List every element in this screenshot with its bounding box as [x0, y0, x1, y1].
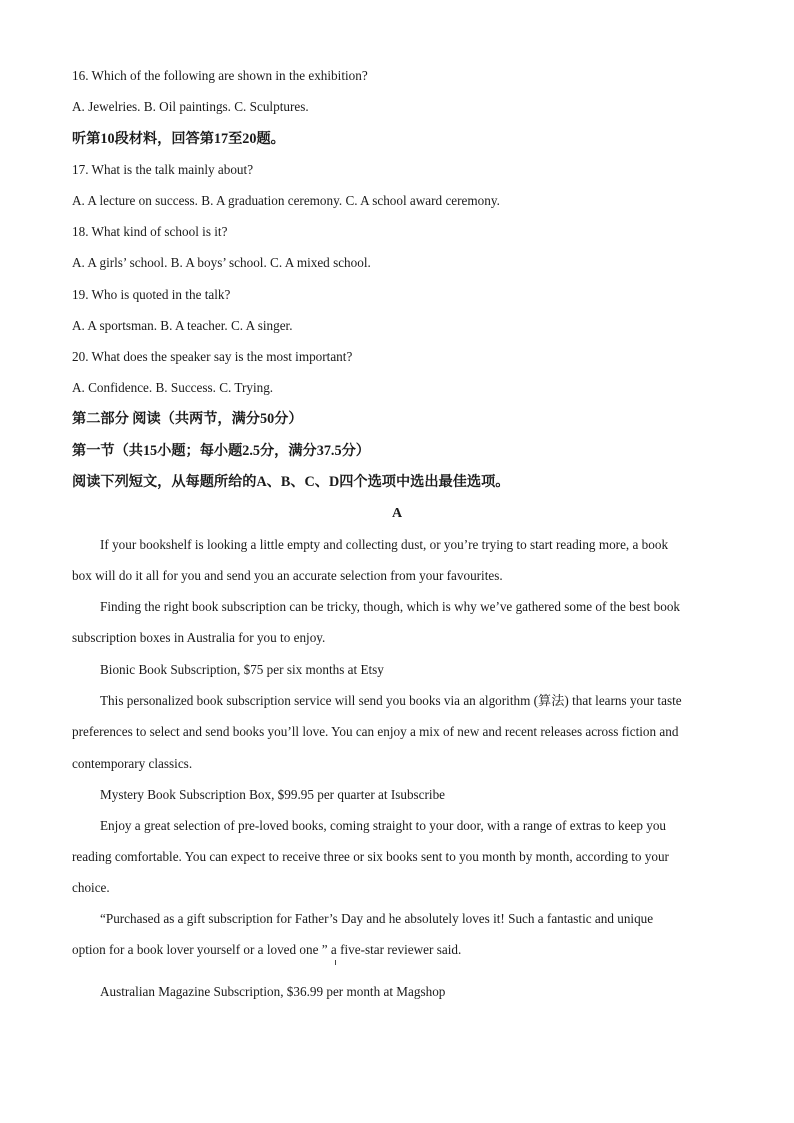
reading-instruction: 阅读下列短文，从每题所给的A、B、C、D四个选项中选出最佳选项。	[72, 474, 510, 490]
paragraph-2-line-2: subscription boxes in Australia for you to enjoy.	[72, 630, 326, 645]
paragraph-2-line-1: Finding the right book subscription can be tricky, though, which is why we’ve gathered some of the best book	[100, 599, 681, 614]
question-18-options: A. A girls’ school. B. A boys’ school. C. A mixed school.	[72, 255, 371, 270]
question-20: 20. What does the speaker say is the most important?	[72, 349, 353, 364]
question-17-options: A. A lecture on success. B. A graduation ceremony. C. A school award ceremony.	[72, 193, 500, 208]
reading-part-heading: 第二部分 阅读（共两节，满分50分）	[72, 411, 303, 427]
passage-letter: A	[391, 506, 403, 521]
question-16-options: A. Jewelries. B. Oil paintings. C. Sculptures.	[72, 99, 309, 114]
question-19-options: A. A sportsman. B. A teacher. C. A singer.	[72, 318, 293, 333]
question-20-options: A. Confidence. B. Success. C. Trying.	[72, 380, 274, 395]
item-3-title: Australian Magazine Subscription, $36.99 per month at Magshop	[100, 984, 446, 999]
review-quote-line-1: “Purchased as a gift subscription for Father’s Day and he absolutely loves it! Such a fantastic and unique	[100, 911, 654, 926]
paragraph-1-line-2: box will do it all for you and send you an accurate selection from your favourites.	[72, 568, 503, 583]
question-17: 17. What is the talk mainly about?	[72, 162, 254, 177]
question-18: 18. What kind of school is it?	[72, 224, 228, 239]
item-2-title: Mystery Book Subscription Box, $99.95 per quarter at Isubscribe	[100, 787, 446, 802]
review-quote-line-2: option for a book lover yourself or a loved one ” a five-star reviewer said.	[72, 942, 462, 957]
item-1-line-1: This personalized book subscription service will send you books via an algorithm (算法) that learns your taste	[100, 693, 682, 708]
question-16: 16. Which of the following are shown in the exhibition?	[72, 68, 368, 83]
paragraph-1-line-1: If your bookshelf is looking a little empty and collecting dust, or you’re trying to start reading more, a book	[100, 537, 669, 552]
item-2-line-2: reading comfortable. You can expect to receive three or six books sent to you month by month, according to your	[72, 849, 669, 864]
item-2-line-1: Enjoy a great selection of pre-loved books, coming straight to your door, with a range of extras to keep you	[100, 818, 667, 833]
item-1-title: Bionic Book Subscription, $75 per six months at Etsy	[100, 662, 384, 677]
item-1-line-2: preferences to select and send books you’ll love. You can enjoy a mix of new and recent releases across fiction and	[72, 724, 679, 739]
item-2-line-3: choice.	[72, 880, 110, 895]
stray-mark	[335, 960, 336, 965]
reading-section-heading: 第一节（共15小题；每小题2.5分，满分37.5分）	[72, 443, 370, 459]
question-19: 19. Who is quoted in the talk?	[72, 287, 231, 302]
section-10-heading: 听第10段材料，回答第17至20题。	[72, 131, 285, 147]
item-1-line-3: contemporary classics.	[72, 756, 193, 771]
